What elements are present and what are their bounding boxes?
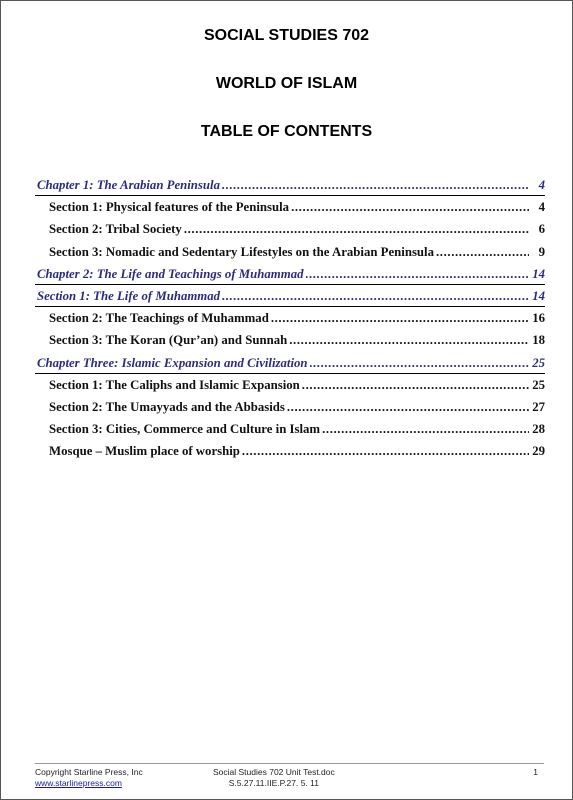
toc-dot-leader bbox=[289, 329, 529, 351]
toc-entry-label: Section 2: The Umayyads and the Abbasids bbox=[49, 399, 285, 414]
toc-entry-page: 9 bbox=[538, 244, 545, 259]
toc-entry-label: Section 1: The Caliphs and Islamic Expansion bbox=[49, 377, 300, 392]
toc-section-entry[interactable] bbox=[35, 440, 545, 462]
toc-entry-page: 29 bbox=[532, 444, 545, 459]
toc-dot-leader bbox=[291, 196, 529, 218]
document-name: Social Studies 702 Unit Test.doc bbox=[213, 767, 335, 777]
toc-dot-leader bbox=[306, 263, 529, 285]
toc-entry-label: Section 3: Nomadic and Sedentary Lifestyles on the Arabian Peninsula bbox=[49, 244, 434, 259]
toc-entry-page: 14 bbox=[532, 288, 545, 303]
toc-entry-label: Section 3: The Koran (Qur’an) and Sunnah bbox=[49, 333, 288, 348]
page-number: 1 bbox=[533, 767, 538, 777]
toc-section-entry[interactable] bbox=[35, 196, 545, 218]
toc-section-entry[interactable] bbox=[35, 218, 545, 240]
toc-entry-label: Mosque – Muslim place of worship bbox=[49, 444, 240, 459]
toc-dot-leader bbox=[184, 218, 529, 240]
toc-entry-page: 25 bbox=[532, 377, 545, 392]
toc-entry-page: 18 bbox=[532, 333, 545, 348]
toc-entry-label: Section 3: Cities, Commerce and Culture in Islam bbox=[49, 422, 321, 437]
toc-entry-page: 27 bbox=[532, 399, 545, 414]
document-code: S.5.27.11.IIE.P.27. 5. 11 bbox=[228, 778, 319, 788]
toc-entry-label: Chapter 2: The Life and Teachings of Muhammad bbox=[37, 266, 304, 281]
toc-chapter-entry[interactable] bbox=[35, 285, 545, 307]
footer-center bbox=[213, 767, 335, 789]
toc-chapter-entry[interactable] bbox=[35, 352, 545, 374]
toc-entry-page: 4 bbox=[538, 178, 545, 192]
toc-entry-page: 28 bbox=[532, 422, 545, 437]
toc-section-entry[interactable] bbox=[35, 241, 545, 263]
website-link[interactable]: www.starlinepress.com bbox=[35, 778, 122, 788]
toc-dot-leader bbox=[222, 174, 529, 196]
toc-section-entry[interactable] bbox=[35, 329, 545, 351]
toc-section-entry[interactable] bbox=[35, 307, 545, 329]
toc-entry-page: 14 bbox=[532, 266, 545, 281]
course-title: SOCIAL STUDIES 702 bbox=[203, 27, 370, 44]
toc-entry-page: 25 bbox=[532, 355, 545, 370]
toc-chapter-entry[interactable] bbox=[35, 174, 545, 196]
toc-dot-leader bbox=[242, 440, 529, 462]
toc-entry-label: Section 1: The Life of Muhammad bbox=[37, 288, 221, 303]
toc-dot-leader bbox=[287, 396, 529, 418]
toc-dot-leader bbox=[436, 241, 529, 263]
copyright-text: Copyright Starline Press, Inc bbox=[35, 767, 143, 777]
toc-heading: TABLE OF CONTENTS bbox=[200, 123, 373, 140]
toc-entry-label: Section 1: Physical features of the Peninsula bbox=[49, 200, 290, 215]
footer-left bbox=[35, 767, 143, 789]
toc-chapter-entry[interactable] bbox=[35, 263, 545, 285]
toc-dot-leader bbox=[302, 374, 529, 396]
toc-entry-page: 4 bbox=[538, 200, 545, 215]
toc-entry-label: Section 2: Tribal Society bbox=[49, 222, 182, 237]
toc-entry-page: 6 bbox=[538, 222, 545, 237]
toc-dot-leader bbox=[310, 352, 529, 374]
toc-entry-label: Chapter 1: The Arabian Peninsula bbox=[37, 178, 220, 192]
subject-title: WORLD OF ISLAM bbox=[215, 75, 358, 92]
toc-section-entry[interactable] bbox=[35, 418, 545, 440]
toc-section-entry[interactable] bbox=[35, 396, 545, 418]
page-footer bbox=[35, 763, 544, 788]
toc-entry-label: Chapter Three: Islamic Expansion and Civilization bbox=[37, 355, 308, 370]
table-of-contents bbox=[35, 174, 545, 462]
toc-dot-leader bbox=[271, 307, 529, 329]
toc-dot-leader bbox=[322, 418, 529, 440]
toc-entry-label: Section 2: The Teachings of Muhammad bbox=[49, 311, 269, 326]
toc-dot-leader bbox=[222, 285, 529, 307]
toc-entry-page: 16 bbox=[532, 311, 545, 326]
toc-section-entry[interactable] bbox=[35, 374, 545, 396]
